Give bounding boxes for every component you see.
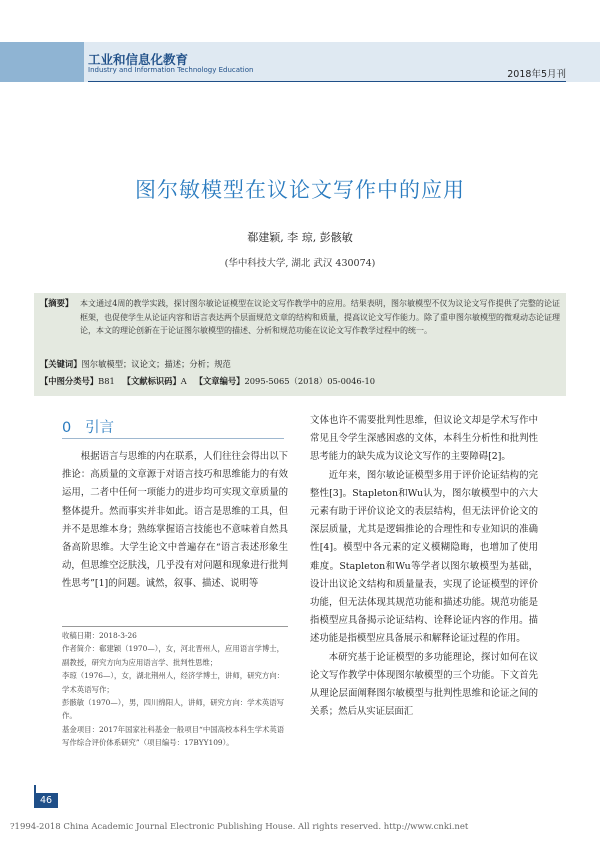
- article-number-value: 2095-5065（2018）05-0046-10: [244, 376, 376, 386]
- classification-row: [40, 375, 560, 389]
- section-heading: [62, 416, 114, 437]
- section-divider: [62, 438, 284, 439]
- footnote-author-1: 作者简介：郗建颖（1970—），女，河北晋州人，应用语言学博士，副教授，研究方向为应用语言学、批判性思维；: [62, 644, 285, 667]
- section-title: 引言: [85, 420, 115, 436]
- doc-code-value: A: [180, 376, 187, 386]
- left-column: [62, 448, 288, 594]
- article-authors: 郗建颖, 李 琼, 彭骸敏: [247, 231, 353, 244]
- article-title: 图尔敏模型在议论文写作中的应用: [135, 178, 465, 202]
- right-paragraph-1: 近年来，图尔敏论证模型多用于评价论证结构的完整性[3]。Stapleton和Wu认为，图尔敏模型中的六大元素有助于评价议论文的表层结构，但无法评价论文的深层质量，尤其是逻辑推论的合理性和专业知识的准确性[4]。模型中各元素的定义模糊隐晦，也增加了使用难度。Stapleton和Wu等学者以图尔敏模型为基础，设计出议论文结构和质量量表，实现了论证模型的评价功能，但无法体现其规范功能和描述功能。规范功能是指模型应具备揭示论证结构、诠释论证内容的作用。描述功能是指模型应具备展示和解释论证过程的作用。: [310, 469, 538, 645]
- header-divider: [88, 81, 566, 82]
- page-number: 46: [34, 793, 58, 808]
- left-paragraph-1: 根据语言与思维的内在联系，人们往往会得出以下推论：高质量的文章源于对语言技巧和思维能力的有效运用，二者中任何一项能力的进步均可实现文章质量的整体提升。然而事实并非如此。语言是思维的工具，但并不是思维本身；熟练掌握语言技能也不意味着自然具备高阶思维。大学生论文中普遍存在“语言表述形象生动，但思维空泛肤浅，几乎没有对问题和现象进行批判性思考”[1]的问题。诚然，叙事、描述、说明等: [62, 451, 288, 590]
- right-paragraph-2: 本研究基于论证模型的多功能理论，探讨如何在议论文写作教学中体现图尔敏模型的三个功能。下文首先从理论层面阐释图尔敏模型与批判性思维和论证之间的关系；然后从实证层面汇: [310, 651, 538, 718]
- footnote-divider: [62, 626, 288, 627]
- right-paragraph-0: 文体也许不需要批判性思维，但议论文却是学术写作中常见且令学生深感困惑的文体，本科生分析性和批判性思考能力的缺失成为议论文写作的主要障碍[2]。: [310, 415, 538, 463]
- right-column: [310, 412, 538, 721]
- journal-issue: 2018年5月刊: [507, 69, 566, 80]
- abstract-label: 【摘要】: [40, 298, 74, 308]
- abstract-text: 本文通过4周的教学实践，探讨图尔敏论证模型在议论文写作教学中的应用。结果表明，图尔敏模型不仅为议论文写作提供了完整的论证框架，也促使学生从论证内容和语言表达两个层面规范文章的结构和质量，提高议论文写作能力。除了重申图尔敏模型的微观动态论证理论，本文的理论创新在于论证图尔敏模型的描述、分析和规范功能在议论文写作教学过程中的统一。: [80, 299, 560, 336]
- copyright-notice: ?1994-2018 China Academic Journal Electronic Publishing House. All rights reserved. http://www.cnki.net: [10, 822, 469, 832]
- footnote-author-2: 李琼（1976—），女，湖北荆州人，经济学博士，讲师，研究方向：学术英语写作；: [62, 671, 285, 694]
- footnote-fund: 基金项目：2017年国家社科基金一般项目“中国高校本科生学术英语写作综合评价体系研究”（项目编号：17BYY109）。: [62, 724, 285, 748]
- article-number-label: 【文章编号】: [194, 376, 245, 386]
- keywords: 图尔敏模型；议论文；描述；分析；规范: [81, 359, 231, 369]
- clc-value: B81: [98, 376, 115, 386]
- footnote-author-3: 彭骸敏（1970—），男，四川绵阳人，讲师，研究方向：学术英语写作。: [62, 698, 285, 721]
- doc-code-label: 【文献标识码】: [122, 376, 181, 386]
- clc-label: 【中图分类号】: [40, 376, 99, 386]
- footnote-received: 收稿日期：2018-3-26: [62, 631, 137, 640]
- author-affiliation: (华中科技大学, 湖北 武汉 430074): [224, 258, 376, 269]
- keywords-label: 【关键词】: [40, 359, 82, 369]
- journal-header-accent: [0, 42, 84, 82]
- journal-name-cn: 工业和信息化教育: [88, 52, 189, 67]
- journal-name-en: Industry and Information Technology Education: [88, 66, 254, 74]
- section-number: 0: [62, 420, 72, 436]
- keywords-row: [40, 358, 560, 372]
- footnote-block: [62, 626, 288, 750]
